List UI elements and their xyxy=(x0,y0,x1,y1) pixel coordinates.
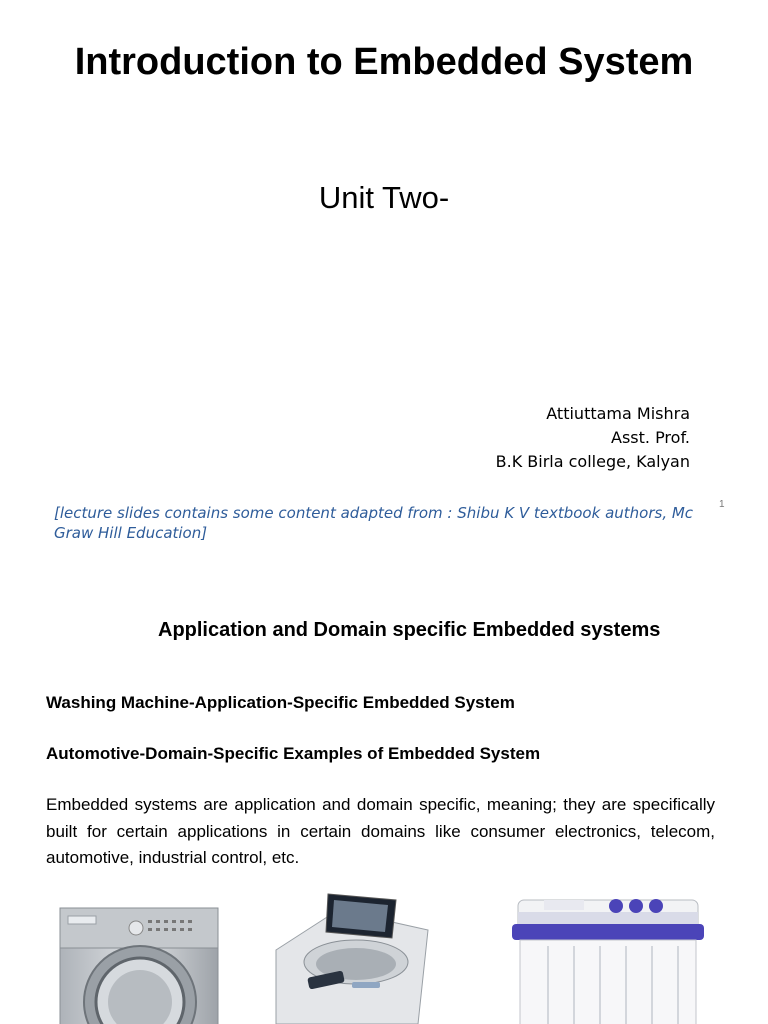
front-load-washing-machine-icon xyxy=(56,890,220,1024)
body-paragraph: Embedded systems are application and domain specific, meaning; they are specifically built for certain applications in certain domains like consumer electronics, telecom, automotive, industrial control, etc. xyxy=(46,795,715,867)
top-load-washing-machine-icon xyxy=(268,890,432,1024)
slide-subtitle: Unit Two- xyxy=(318,180,450,215)
section-heading: Application and Domain specific Embedded systems xyxy=(158,619,661,641)
twin-tub-washing-machine-icon xyxy=(508,890,708,1024)
credit-note: [lecture slides contains some content adapted from : Shibu K V textbook authors, Mc Graw Hill Education] xyxy=(54,504,694,542)
author-role: Asst. Prof. xyxy=(611,428,690,447)
washing-machine-line: Washing Machine-Application-Specific Embedded System xyxy=(46,693,515,712)
author-name: Attiuttama Mishra xyxy=(546,404,690,423)
author-college: B.K Birla college, Kalyan xyxy=(495,452,690,471)
page-number: 1 xyxy=(719,499,725,510)
automotive-line: Automotive-Domain-Specific Examples of Embedded System xyxy=(46,744,541,763)
slide-title: Introduction to Embedded System xyxy=(74,41,694,83)
